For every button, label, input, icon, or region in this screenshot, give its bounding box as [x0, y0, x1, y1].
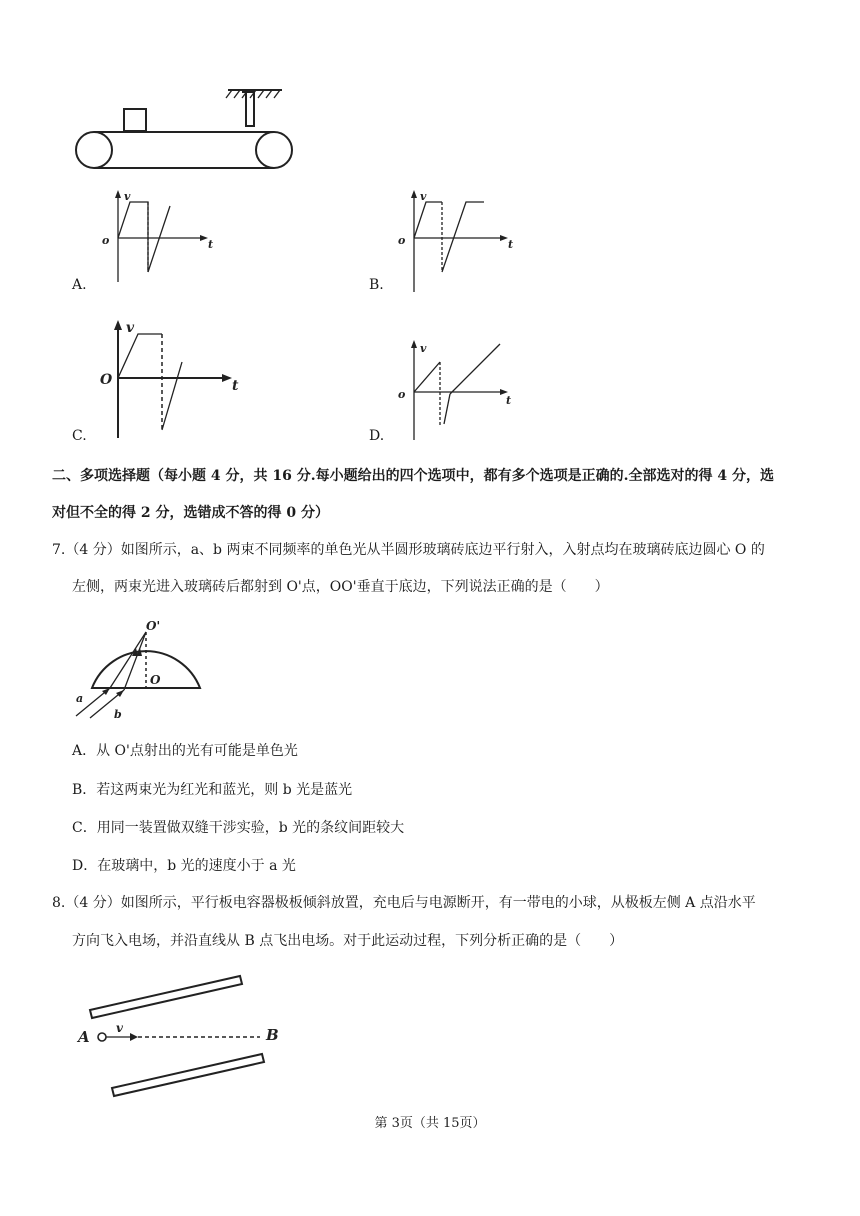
glass-brick-figure [70, 614, 210, 722]
velocity-label: v [116, 1021, 123, 1035]
origin-label: o [102, 234, 110, 247]
point-a-label: A [78, 1028, 90, 1046]
page-footer: 第 3页（共 15页） [374, 1116, 486, 1131]
option-c-graph [98, 318, 248, 440]
point-b-label: B [266, 1026, 279, 1044]
option-b-label[interactable]: B. [369, 277, 384, 293]
t-axis-label: t [232, 378, 239, 394]
t-axis-label: t [208, 238, 214, 251]
t-axis-label: t [508, 238, 514, 251]
section-heading-line2: 对但不全的得 2 分，选错成不答的得 0 分） [52, 505, 329, 521]
q7-option-c[interactable]: C．用同一装置做双缝干涉实验，b 光的条纹间距较大 [72, 820, 405, 836]
point-o-label: O [150, 673, 161, 687]
q7-option-a[interactable]: A．从 O'点射出的光有可能是单色光 [72, 743, 298, 759]
v-axis-label: v [420, 190, 427, 203]
option-c-label[interactable]: C. [72, 428, 87, 444]
v-axis-label: v [126, 320, 135, 336]
point-o-prime-label: O' [146, 619, 161, 633]
option-b-graph [392, 188, 522, 294]
origin-label: o [398, 234, 406, 247]
section-heading-line1: 二、多项选择题（每小题 4 分，共 16 分.每小题给出的四个选项中，都有多个选项是正确的.全部选对的得 4 分，选 [52, 468, 774, 484]
v-axis-label: v [124, 190, 131, 203]
option-d-label[interactable]: D. [369, 428, 385, 444]
v-axis-label: v [420, 342, 427, 355]
q7-option-d[interactable]: D．在玻璃中，b 光的速度小于 a 光 [72, 858, 296, 874]
ray-a-label: a [76, 692, 84, 705]
origin-label: o [398, 388, 406, 401]
t-axis-label: t [506, 394, 512, 407]
origin-label: O [100, 372, 113, 388]
option-d-graph [392, 338, 522, 442]
conveyor-belt-figure [70, 82, 300, 174]
option-a-label[interactable]: A. [72, 277, 87, 293]
q7-stem-line1: 7.（4 分）如图所示，a、b 两束不同频率的单色光从半圆形玻璃砖底边平行射入，入射点均在玻璃砖底边圆心 O 的 [52, 542, 765, 558]
q7-stem-line2: 左侧，两束光进入玻璃砖后都射到 O'点，OO'垂直于底边，下列说法正确的是（ ） [72, 579, 609, 595]
capacitor-figure [70, 970, 300, 1100]
q8-stem-line2: 方向飞入电场，并沿直线从 B 点飞出电场。对于此运动过程，下列分析正确的是（ ） [72, 933, 624, 949]
option-a-graph [96, 188, 216, 284]
q7-option-b[interactable]: B．若这两束光为红光和蓝光，则 b 光是蓝光 [72, 782, 353, 798]
q8-stem-line1: 8.（4 分）如图所示，平行板电容器极板倾斜放置，充电后与电源断开，有一带电的小球，从极板左侧 A 点沿水平 [52, 895, 756, 911]
ray-b-label: b [114, 708, 122, 721]
